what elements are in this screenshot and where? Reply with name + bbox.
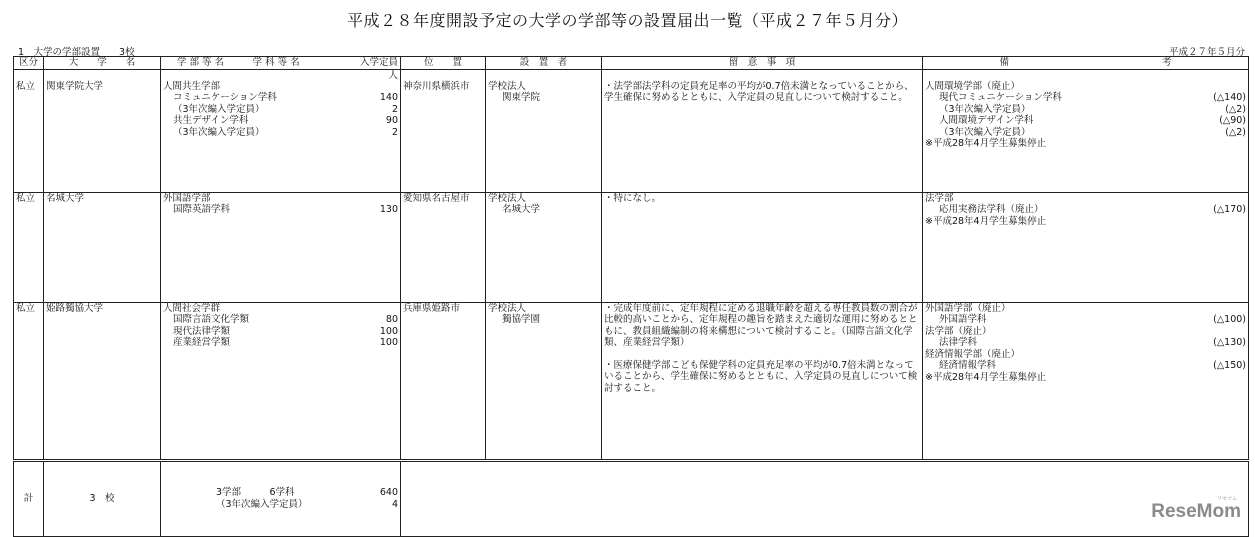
line-value: 130 bbox=[379, 204, 398, 215]
capacity-unit: 人 bbox=[388, 69, 398, 81]
remarks-cell bbox=[923, 302, 1249, 460]
line-name: 経済情報学部（廃止） bbox=[925, 348, 1021, 360]
line-name: （3年次編入学定員） bbox=[173, 103, 265, 115]
line-value: (△130) bbox=[1213, 337, 1246, 348]
note-item: ・特になし。 bbox=[604, 192, 662, 204]
remark-line bbox=[925, 326, 1246, 338]
line-value: 2 bbox=[391, 126, 398, 138]
header-faculty-label: 学 部 等 名 学 科 等 名 bbox=[177, 57, 300, 68]
line-name: 人間環境デザイン学科 bbox=[939, 115, 1034, 126]
line-name: 外国語学部 bbox=[163, 192, 211, 204]
line-value: 90 bbox=[385, 115, 398, 126]
line-name: ※平成28年4月学生募集停止 bbox=[925, 215, 1047, 227]
remark-line bbox=[925, 104, 1246, 116]
line-value: (△170) bbox=[1213, 204, 1246, 215]
header-university: 大 学 名 bbox=[44, 57, 161, 70]
faculty-line bbox=[163, 303, 398, 315]
university-row bbox=[14, 69, 1249, 192]
remarks-cell bbox=[923, 192, 1249, 302]
line-value: (△2) bbox=[1225, 126, 1246, 138]
remark-line bbox=[925, 81, 1246, 93]
total-transfer-capacity: 4 bbox=[391, 498, 398, 510]
founder-cell bbox=[486, 192, 602, 302]
line-value: 140 bbox=[379, 92, 398, 103]
total-label: 計 bbox=[14, 460, 44, 536]
line-name: 人間共生学部 bbox=[163, 80, 221, 92]
resemom-logo: ReseMom リセマム bbox=[1151, 496, 1241, 522]
remark-line bbox=[925, 216, 1246, 228]
header-remarks bbox=[923, 57, 1249, 70]
faculty-line bbox=[163, 337, 398, 349]
notes-cell bbox=[602, 302, 923, 460]
founder-type: 学校法人 bbox=[488, 192, 527, 204]
line-value: (△2) bbox=[1225, 103, 1246, 115]
faculty-line bbox=[163, 204, 398, 216]
header-notes: 留 意 事 項 bbox=[602, 57, 923, 70]
line-value: 80 bbox=[385, 314, 398, 325]
line-name: 外国語学科 bbox=[939, 314, 987, 325]
founder-name: 獨協学園 bbox=[502, 314, 541, 325]
line-name: 産業経営学類 bbox=[173, 337, 231, 348]
remark-line bbox=[925, 303, 1246, 315]
line-value: (△150) bbox=[1213, 360, 1246, 371]
remark-line bbox=[925, 349, 1246, 361]
section-heading: 1 大学の学部設置 3校 bbox=[18, 47, 135, 58]
line-name: 国際英語学科 bbox=[173, 204, 231, 215]
line-name: 現代法律学類 bbox=[173, 325, 231, 337]
line-value: 100 bbox=[379, 337, 398, 348]
line-name: 人間社会学群 bbox=[163, 302, 221, 314]
line-name: コミュニケーション学科 bbox=[173, 92, 277, 103]
header-category: 区分 bbox=[14, 57, 44, 70]
faculty-line bbox=[163, 326, 398, 338]
line-name: ※平成28年4月学生募集停止 bbox=[925, 371, 1047, 383]
remark-line bbox=[925, 115, 1246, 127]
total-faculty bbox=[161, 460, 401, 536]
total-schools: 3 校 bbox=[44, 460, 161, 536]
founder-name: 関東学院 bbox=[502, 92, 541, 103]
line-name: （3年次編入学定員） bbox=[939, 126, 1031, 138]
line-name: 現代コミュニケーション学科 bbox=[939, 92, 1062, 103]
header-remarks-2: 考 bbox=[1161, 57, 1172, 68]
period-label: 平成２７年５月分 bbox=[1168, 47, 1245, 58]
line-name: 法学部 bbox=[925, 192, 954, 204]
note-item: ・法学部法学科の定員充足率の平均が0.7倍未満となっていることから、学生確保に努めるとともに、入学定員の見直しについて検討すること。 bbox=[604, 80, 914, 103]
header-capacity: 入学定員 bbox=[359, 57, 398, 68]
university-name: 姫路獨協大学 bbox=[44, 302, 161, 460]
line-name: （3年次編入学定員） bbox=[173, 126, 265, 138]
remark-line bbox=[925, 127, 1246, 139]
faculty-line bbox=[163, 193, 398, 205]
line-value: (△100) bbox=[1213, 314, 1246, 325]
remark-line bbox=[925, 337, 1246, 349]
faculty-line bbox=[163, 314, 398, 326]
remark-line bbox=[925, 372, 1246, 384]
line-name: （3年次編入学定員） bbox=[939, 103, 1031, 115]
remarks-cell bbox=[923, 69, 1249, 192]
line-name: ※平成28年4月学生募集停止 bbox=[925, 138, 1047, 149]
founder-type: 学校法人 bbox=[488, 80, 527, 92]
category-cell: 私立 bbox=[14, 192, 44, 302]
faculty-line bbox=[163, 92, 398, 104]
remark-line bbox=[925, 92, 1246, 104]
remark-line bbox=[925, 193, 1246, 205]
line-name: 国際言語文化学類 bbox=[173, 314, 250, 325]
faculty-cell bbox=[161, 192, 401, 302]
faculty-cell bbox=[161, 302, 401, 460]
line-value: 2 bbox=[391, 103, 398, 115]
notes-cell bbox=[602, 192, 923, 302]
founder-name: 名城大学 bbox=[502, 204, 541, 215]
faculty-cell bbox=[161, 69, 401, 192]
header-founder: 設 置 者 bbox=[486, 57, 602, 70]
header-remarks-1: 備 bbox=[999, 57, 1009, 68]
location-cell: 愛知県名古屋市 bbox=[401, 192, 486, 302]
university-name: 名城大学 bbox=[44, 192, 161, 302]
founder-cell bbox=[486, 69, 602, 192]
total-transfer-label: （3年次編入学定員） bbox=[216, 498, 308, 510]
line-name: 共生デザイン学科 bbox=[173, 115, 249, 126]
header-faculty bbox=[161, 57, 401, 70]
line-name: 応用実務法学科（廃止） bbox=[939, 204, 1044, 215]
line-value: (△140) bbox=[1213, 92, 1246, 103]
line-value: (△90) bbox=[1219, 115, 1246, 126]
remark-line bbox=[925, 204, 1246, 216]
category-cell: 私立 bbox=[14, 69, 44, 192]
university-row bbox=[14, 302, 1249, 460]
notes-cell bbox=[602, 69, 923, 192]
founder-type: 学校法人 bbox=[488, 302, 527, 314]
total-capacity: 640 bbox=[379, 487, 398, 498]
category-cell: 私立 bbox=[14, 302, 44, 460]
faculty-line bbox=[163, 104, 398, 116]
page-title: 平成２８年度開設予定の大学の学部等の設置届出一覧（平成２７年５月分） bbox=[346, 11, 908, 30]
header-row bbox=[14, 57, 1249, 70]
note-item: ・医療保健学部こども保健学科の定員充足率の平均が0.7倍未満となっていることから、学生確保に努めるとともに、入学定員の見直しについて検討すること。 bbox=[604, 359, 918, 394]
line-name: 人間環境学部（廃止） bbox=[925, 80, 1021, 92]
total-empty-cell bbox=[401, 460, 1249, 536]
faculty-line bbox=[163, 115, 398, 127]
line-name: 経済情報学科 bbox=[939, 360, 997, 371]
note-item: ・完成年度前に、定年規程に定める退職年齢を超える専任教員数の割合が比較的高いことから、定年規程の趣旨を踏まえた適切な運用に努めるとともに、教員組織編制の将来構想について検討すること。（国際言語文化学類、産業経営学類） bbox=[604, 302, 918, 348]
location-cell: 神奈川県横浜市 bbox=[401, 69, 486, 192]
founder-cell bbox=[486, 302, 602, 460]
faculty-line bbox=[163, 127, 398, 139]
line-name: 法学部（廃止） bbox=[925, 325, 992, 337]
university-name: 関東学院大学 bbox=[44, 69, 161, 192]
university-row bbox=[14, 192, 1249, 302]
registration-table bbox=[13, 56, 1249, 537]
header-location: 位 置 bbox=[401, 57, 486, 70]
remark-line bbox=[925, 314, 1246, 326]
line-value: 100 bbox=[379, 325, 398, 337]
faculty-line bbox=[163, 81, 398, 93]
line-name: 外国語学部（廃止） bbox=[925, 302, 1011, 314]
line-name: 法律学科 bbox=[939, 337, 978, 348]
total-row bbox=[14, 460, 1249, 536]
location-cell: 兵庫県姫路市 bbox=[401, 302, 486, 460]
total-summary: 3学部 6学科 bbox=[216, 487, 295, 498]
remark-line bbox=[925, 138, 1246, 150]
remark-line bbox=[925, 360, 1246, 372]
